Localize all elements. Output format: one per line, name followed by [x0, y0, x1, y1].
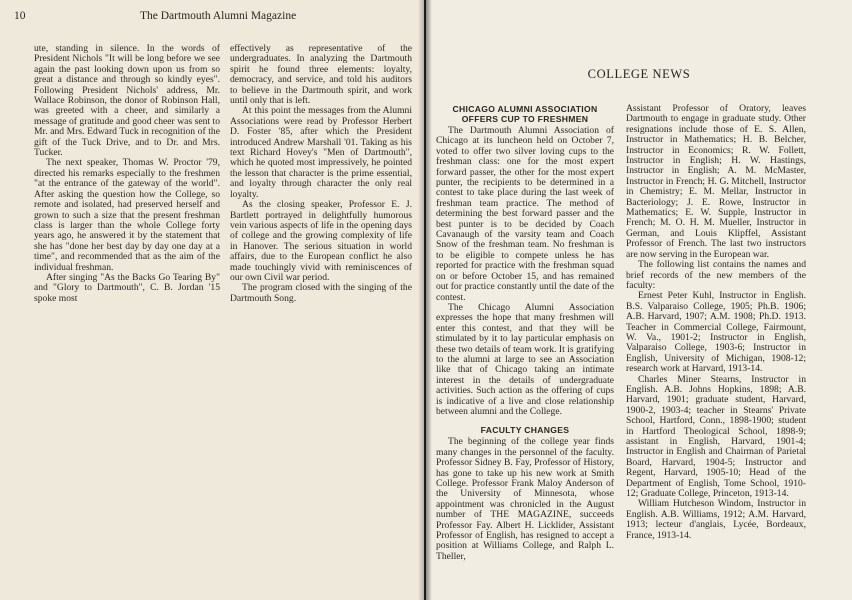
left-column-1 — [34, 44, 220, 304]
paragraph: At this point the messages from the Alumni Associations were read by Professor Herbert D. Foster '85, after which the President introduced Andrew Marshall '01. Taking as his text Richard Hovey's "Men of Dartmouth", which he quoted most impressively, he pointed the lesson that character is the prime essential, and loyalty through character the only real loyalty. — [230, 105, 412, 200]
paragraph: Charles Miner Stearns, Instructor in English. A.B. Johns Hopkins, 1898; A.B. Harvard, 1901; graduate student, Harvard, 1900-2, 1903-4; teacher in Stearns' Private School, Hartford, Conn., 1898-1900; student in Hartford Theological School, 1898-9; assistant in English, Harvard, 1901-4; Instructor in English and Chairman of Parietal Board, Harvard, 1904-5; Instructor and Regent, Harvard, 1905-10; Head of the Department of English, Tome School, 1910-12; Graduate College, Princeton, 1913-14. — [626, 373, 806, 500]
paragraph: The Chicago Alumni Association expresses the hope that many freshmen will enter this contest, and that they will be stimulated by it to lay particular emphasis on these two details of team work. It is gratifying to the alumni at large to see an Association like that of Chicago taking an intimate interest in the details of undergraduate activities. Such action as the offering of cups is indicative of a live and close relationship between alumni and the College. — [436, 301, 614, 417]
article-title-faculty: FACULTY CHANGES — [480, 425, 570, 436]
paragraph: The following list contains the names and brief records of the new members of the faculty: — [626, 259, 806, 291]
right-column-2 — [626, 104, 806, 541]
paragraph: The program closed with the singing of the Dartmouth Song. — [230, 282, 412, 304]
left-column-2 — [230, 44, 412, 304]
page-number: 10 — [14, 10, 26, 22]
paragraph: The next speaker, Thomas W. Proctor '79, directed his remarks especially to the freshmen "at the entrance of the gateway of the world". After asking the question how the College, so remote and isolated, had preserved herself and grown to such a size that the present freshman class is larger than the whole College forty years ago, he answered it by the statement that she has "done her best day by day one day at a time", and recommended that as the aim of the individual freshman. — [34, 157, 220, 273]
paragraph: As the closing speaker, Professor E. J. Bartlett portrayed in delightfully humorous vein various aspects of life in the opening days of college and the growing complexity of life in Hanover. The serious situation in world affairs, due to the European conflict he also made touchingly vivid with reminiscences of our own Civil war period. — [230, 199, 412, 283]
paragraph: The Dartmouth Alumni Association of Chicago at its luncheon held on October 7, voted to offer two silver loving cups to the freshman class: one for the most expert forward passer, the other for the most expert punter, the recipients to be determined in a contest to take place during the last week of freshman team practice. The method of determining the best forward passer and the best punter is to be decided by Coach Cavanaugh of the varsity team and Coach Snow of the freshman team. No freshman is to be eligible to compete unless he has reported for practice with the freshman squad on or before October 15, and has remained out for practice constantly until the date of the contest. — [436, 125, 614, 303]
paragraph: effectively as representative of the undergraduates. In analyzing the Dartmouth spirit he found three elements: loyalty, democracy, and service, and told his auditors to believe in the Dartmouth spirit, and work until only that is left. — [230, 43, 412, 107]
running-head — [14, 10, 414, 24]
paragraph: After singing "As the Backs Go Tearing By" and "Glory to Dartmouth", C. B. Jordan '15 spoke most — [34, 271, 220, 304]
magazine-title: The Dartmouth Alumni Magazine — [140, 10, 297, 22]
paragraph: Ernest Peter Kuhl, Instructor in English. B.S. Valparaiso College, 1905; Ph.B. 1906; A.B. Harvard, 1907; A.M. 1908; Ph.D. 1913. Teacher in Commercial College, Fairmount, W. Va., 1901-2; Instructor in English, Valparaiso College, 1903-6; Instructor in English, University of Michigan, 1908-12; research work at Harvard, 1913-14. — [626, 290, 806, 375]
paragraph: The beginning of the college year finds many changes in the personnel of the faculty. Professor Sidney B. Fay, Professor of History, has gone to take up his new work at Smith College. Professor Frank Maloy Anderson of the University of Minnesota, whose appointment was chronicled in the August number of THE MAGAZINE, succeeds Professor Fay. Albert H. Licklider, Assistant Professor of English, has resigned to accept a position at Williams College, and Ralph L. Theller, — [436, 436, 614, 562]
section-title: COLLEGE NEWS — [587, 67, 691, 81]
paragraph: William Hutcheson Windom, Instructor in English. A.B. Williams, 1912; A.M. Harvard, 1913; lecteur d'anglais, Lycée, Bordeaux, France, 1913-14. — [626, 498, 806, 541]
paragraph: Assistant Professor of Oratory, leaves Dartmouth to engage in graduate study. Other resignations include those of E. S. Allen, Instructor in Mathematics; H. B. Belcher, Instructor in Economics; R. W. Follett, Instructor in English; H. W. Hastings, Instructor in English; A. M. McMaster, Instructor in French; H. G. Mitchell, Instructor in Chemistry; E. M. Mellar, Instructor in Bacteriology; J. E. Rowe, Instructor in Mathematics; E. W. Supple, Instructor in French; M. O. H. M. Mueller, Instructor in German, and Louis Klipffel, Assistant Professor of French. The last two instructors are now serving in the European war. — [626, 103, 806, 260]
article-title-chicago: CHICAGO ALUMNI ASSOCIATION OFFERS CUP TO FRESHMEN — [452, 104, 598, 124]
paragraph: ute, standing in silence. In the words of President Nichols "It will be long before we see again the past looking down upon us from so great a distance and through so kindly eyes". Following President Nichols' address, Mr. Wallace Robinson, the donor of Robinson Hall, was greeted with a cheer, and similarly a message of gratitude and good cheer was sent to Mr. and Mrs. Edward Tuck in recognition of the gift of the Tuck Drive, and to Dr. and Mrs. Tucker. — [34, 43, 220, 159]
right-page — [426, 0, 852, 600]
right-column-1 — [436, 104, 614, 562]
left-page — [0, 0, 424, 600]
